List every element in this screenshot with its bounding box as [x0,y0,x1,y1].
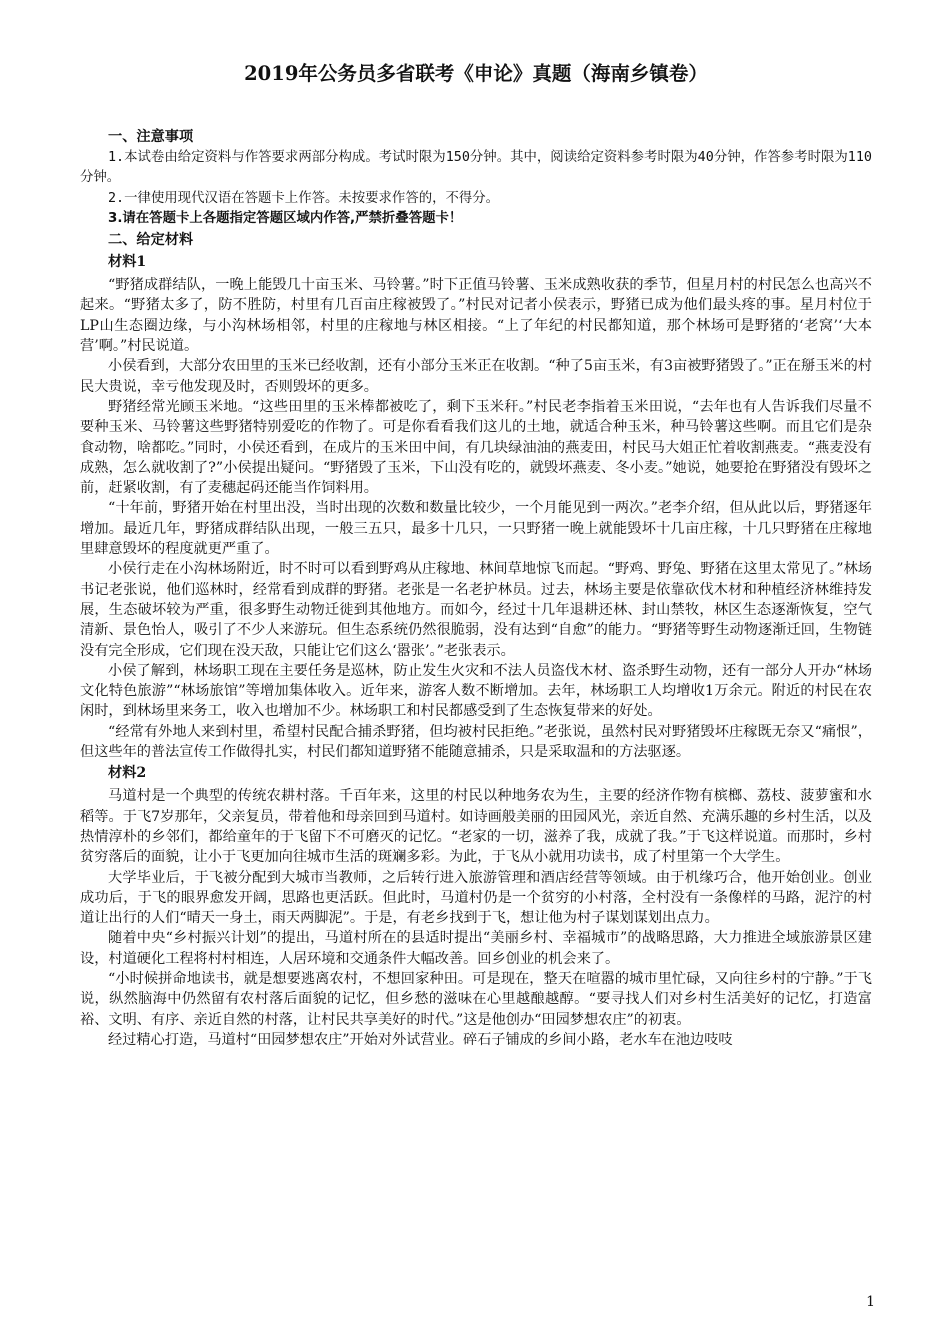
material-1-label: 材料1 [108,254,147,271]
material-1-paragraph: 小侯行走在小沟林场附近，时不时可以看到野鸡从庄稼地、林间草地惊飞而起。“野鸡、野兔、野猪在这里太常见了。”林场书记老张说，他们巡林时，经常看到成群的野猪。老张是一名老护林员。过去，林场主要是依靠砍伐木材和种植经济林维持发展，生态破坏较为严重，很多野生动物迁徙到其他地方。而如今，经过十几年退耕还林、封山禁牧，林区生态逐渐恢复，空气清新、景色怡人，吸引了不少人来游玩。但生态系统仍然很脆弱，没有达到“自愈”的能力。“野猪等野生动物逐渐迁回，生物链没有完全形成，它们现在没天敌，只能让它们这么‘嚣张’。”老张表示。 [80,561,872,659]
page-number: 1 [866,1294,875,1310]
material-1-paragraph: “经常有外地人来到村里，希望村民配合捕杀野猪，但均被村民拒绝。”老张说，虽然村民对野猪毁坏庄稼既无奈又“痛恨”，但这些年的普法宣传工作做得扎实，村民们都知道野猪不能随意捕杀，只是采取温和的方法驱逐。 [80,723,872,761]
material-2-paragraph: “小时候拼命地读书，就是想要逃离农村，不想回家种田。可是现在，整天在喧嚣的城市里忙碌，又向往乡村的宁静。”于飞说，纵然脑海中仍然留有农村落后面貌的记忆，但乡愁的滋味在心里越酿越醇。“要寻找人们对乡村生活美好的记忆，打造富裕、文明、有序、亲近自然的村落，让村民共享美好的时代。”这是他创办“田园梦想农庄”的初衷。 [80,970,872,1028]
material-2-paragraph: 大学毕业后，于飞被分配到大城市当教师，之后转行进入旅游管理和酒店经营等领域。由于机缘巧合，他开始创业。创业成功后，于飞的眼界愈发开阔，思路也更活跃。但此时，马道村仍是一个贫穷的小村落，全村没有一条像样的马路，泥泞的村道让出行的人们“晴天一身土，雨天两脚泥”。于是，有老乡找到于飞，想让他为村子谋划谋划出点力。 [80,869,872,927]
material-2-label: 材料2 [108,765,147,782]
page-title: 2019年公务员多省联考《申论》真题（海南乡镇卷） [244,62,708,85]
material-1-paragraph: “野猪成群结队，一晚上能毁几十亩玉米、马铃薯。”时下正值马铃薯、玉米成熟收获的季节，但星月村的村民怎么也高兴不起来。“野猪太多了，防不胜防，村里有几百亩庄稼被毁了。”村民对记者小侯表示，野猪已成为他们最头疼的事。星月村位于LP山生态圈边缘，与小沟林场相邻，村里的庄稼地与林区相接。“上了年纪的村民都知道，那个林场可是野猪的‘老窝’‘大本营’啊。”村民说道。 [80,277,872,355]
material-1-paragraph: “十年前，野猪开始在村里出没，当时出现的次数和数量比较少，一个月能见到一两次。”老李介绍，但从此以后，野猪逐年增加。最近几年，野猪成群结队出现，一般三五只，最多十几只，一只野猪一晚上就能毁坏十几亩庄稼，十几只野猪在庄稼地里肆意毁坏的程度就更严重了。 [80,500,872,558]
materials-heading: 二、给定材料 [108,232,194,249]
material-1-paragraph: 小侯了解到，林场职工现在主要任务是巡林，防止发生火灾和不法人员盗伐木材、盗杀野生动物，还有一部分人开办“林场文化特色旅游”“林场旅馆”等增加集体收入。近年来，游客人数不断增加。去年，林场职工人均增收1万余元。附近的村民在农闲时，到林场里来务工，收入也增加不少。林场职工和村民都感受到了生态恢复带来的好处。 [80,662,872,720]
material-2-paragraph: 马道村是一个典型的传统农耕村落。千百年来，这里的村民以种地务农为生，主要的经济作物有槟榔、荔枝、菠萝蜜和水稻等。于飞7岁那年，父亲复员，带着他和母亲回到马道村。如诗画般美丽的田园风光，亲近自然、充满乐趣的乡村生活，以及热情淳朴的乡邻们，都给童年的于飞留下不可磨灭的记忆。“老家的一切，滋养了我，成就了我。”于飞这样说道。而那时，乡村贫穷落后的面貌，让小于飞更加向往城市生活的斑斓多彩。为此，于飞从小就用功读书，成了村里第一个大学生。 [80,788,872,866]
material-1-paragraph: 野猪经常光顾玉米地。“这些田里的玉米棒都被吃了，剩下玉米秆。”村民老李指着玉米田说，“去年也有人告诉我们尽量不要种玉米、马铃薯这些野猪特别爱吃的作物了。可是你看看我们这儿的土地，就适合种玉米，种马铃薯这些啊。而且它们是杂食动物，啥都吃。”同时，小侯还看到，在成片的玉米田中间，有几块绿油油的燕麦田，村民马大姐正忙着收割燕麦。“燕麦没有成熟，怎么就收割了?”小侯提出疑问。“野猪毁了玉米，下山没有吃的，就毁坏燕麦、冬小麦。”她说，她要抢在野猪没有毁坏之前，赶紧收割，有了麦穗起码还能当作饲料用。 [80,398,872,497]
notice-item-2: 2.一律使用现代汉语在答题卡上作答。未按要求作答的，不得分。 [108,190,500,206]
material-2-paragraph: 经过精心打造，马道村“田园梦想农庄”开始对外试营业。碎石子铺成的乡间小路，老水车在池边吱吱 [108,1031,733,1048]
notice-item-3: 3.请在答题卡上各题指定答题区域内作答,严禁折叠答题卡！ [108,210,463,226]
material-2-paragraph: 随着中央“乡村振兴计划”的提出，马道村所在的县适时提出“美丽乡村、幸福城市”的战略思路，大力推进全域旅游景区建设，村道硬化工程将村村相连，人居环境和交通条件大幅改善。回乡创业的机会来了。 [80,930,872,967]
material-1-paragraph: 小侯看到，大部分农田里的玉米已经收割，还有小部分玉米正在收割。“种了5亩玉米，有3亩被野猪毁了。”正在掰玉米的村民大贵说，幸亏他发现及时，否则毁坏的更多。 [80,358,872,395]
notice-heading: 一、注意事项 [108,129,194,145]
notice-item-1: 1.本试卷由给定资料与作答要求两部分构成。考试时限为150分钟。其中，阅读给定资料参考时限为40分钟，作答参考时限为110分钟。 [80,150,872,186]
